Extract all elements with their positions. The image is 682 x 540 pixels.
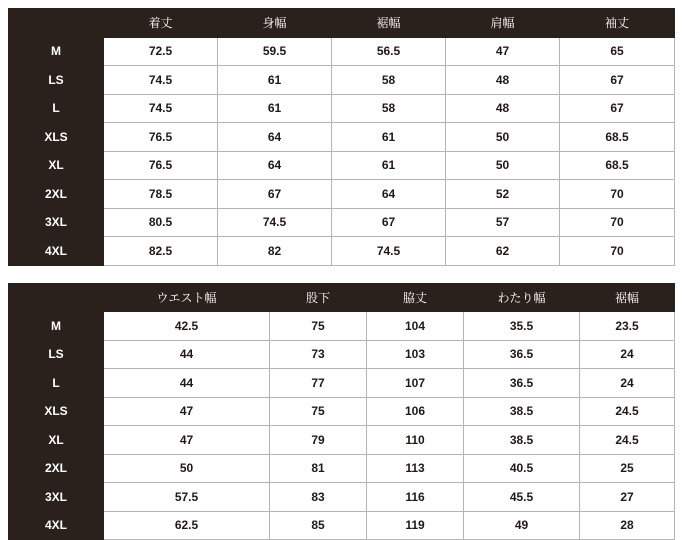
tops-cell-0-3: 47 [446,37,560,66]
bottoms-cell-4-2: 110 [367,426,464,455]
bottoms-cell-1-0: 44 [104,340,270,369]
bottoms-cell-6-1: 83 [270,483,367,512]
tops-cell-0-1: 59.5 [218,37,332,66]
tops-cell-4-1: 64 [218,151,332,180]
bottoms-cell-3-3: 38.5 [464,397,580,426]
bottoms-cell-5-2: 113 [367,454,464,483]
bottoms-size-table-wrapper [8,283,674,540]
tops-header-col-4: 袖丈 [560,9,675,38]
tops-cell-5-4: 70 [560,180,675,209]
tops-header-col-3: 肩幅 [446,9,560,38]
tops-row-label-3: XLS [9,123,104,152]
tops-cell-5-3: 52 [446,180,560,209]
tops-cell-6-0: 80.5 [104,208,218,237]
table-row [9,208,675,237]
bottoms-cell-2-4: 24 [580,369,675,398]
bottoms-cell-7-2: 119 [367,511,464,540]
bottoms-cell-4-3: 38.5 [464,426,580,455]
tops-cell-1-3: 48 [446,66,560,95]
tops-cell-0-4: 65 [560,37,675,66]
bottoms-cell-3-4: 24.5 [580,397,675,426]
tops-cell-6-2: 67 [332,208,446,237]
tops-cell-5-0: 78.5 [104,180,218,209]
table-row [9,511,675,540]
bottoms-header-col-2: 脇丈 [367,283,464,312]
bottoms-cell-1-2: 103 [367,340,464,369]
bottoms-cell-3-0: 47 [104,397,270,426]
tops-cell-1-4: 67 [560,66,675,95]
tops-cell-4-2: 61 [332,151,446,180]
table-row [9,180,675,209]
tops-row-label-4: XL [9,151,104,180]
tops-cell-3-4: 68.5 [560,123,675,152]
bottoms-cell-0-1: 75 [270,312,367,341]
tops-cell-3-1: 64 [218,123,332,152]
bottoms-cell-1-1: 73 [270,340,367,369]
tops-cell-5-1: 67 [218,180,332,209]
tops-size-table [8,8,675,266]
bottoms-cell-3-1: 75 [270,397,367,426]
bottoms-cell-6-4: 27 [580,483,675,512]
tops-cell-2-0: 74.5 [104,94,218,123]
tops-cell-7-0: 82.5 [104,237,218,266]
table-row [9,94,675,123]
bottoms-cell-1-3: 36.5 [464,340,580,369]
bottoms-size-table [8,283,675,540]
bottoms-cell-6-0: 57.5 [104,483,270,512]
bottoms-cell-6-3: 45.5 [464,483,580,512]
tops-cell-0-2: 56.5 [332,37,446,66]
bottoms-cell-0-2: 104 [367,312,464,341]
tops-cell-2-3: 48 [446,94,560,123]
bottoms-row-label-4: XL [9,426,104,455]
tops-cell-4-4: 68.5 [560,151,675,180]
tops-cell-2-2: 58 [332,94,446,123]
bottoms-table-header [9,283,675,312]
bottoms-cell-6-2: 116 [367,483,464,512]
bottoms-cell-7-3: 49 [464,511,580,540]
tops-row-label-2: L [9,94,104,123]
table-row [9,483,675,512]
bottoms-cell-0-3: 35.5 [464,312,580,341]
bottoms-cell-4-0: 47 [104,426,270,455]
tops-cell-6-3: 57 [446,208,560,237]
bottoms-cell-1-4: 24 [580,340,675,369]
tops-cell-5-2: 64 [332,180,446,209]
tops-cell-7-1: 82 [218,237,332,266]
bottoms-row-label-3: XLS [9,397,104,426]
tops-row-label-5: 2XL [9,180,104,209]
bottoms-cell-7-4: 28 [580,511,675,540]
tops-cell-7-4: 70 [560,237,675,266]
bottoms-table-body [9,312,675,540]
bottoms-cell-5-4: 25 [580,454,675,483]
bottoms-row-label-7: 4XL [9,511,104,540]
table-row [9,151,675,180]
table-spacer [8,266,674,283]
tops-cell-4-0: 76.5 [104,151,218,180]
tops-cell-6-4: 70 [560,208,675,237]
table-row [9,312,675,341]
table-row [9,37,675,66]
bottoms-row-label-6: 3XL [9,483,104,512]
table-row [9,66,675,95]
tops-row-label-6: 3XL [9,208,104,237]
table-row [9,123,675,152]
bottoms-row-label-1: LS [9,340,104,369]
bottoms-cell-4-1: 79 [270,426,367,455]
tops-row-label-7: 4XL [9,237,104,266]
table-header-row [9,9,675,38]
bottoms-header-col-4: 裾幅 [580,283,675,312]
bottoms-row-label-2: L [9,369,104,398]
bottoms-row-label-5: 2XL [9,454,104,483]
table-row [9,340,675,369]
tops-cell-7-3: 62 [446,237,560,266]
tops-cell-7-2: 74.5 [332,237,446,266]
tops-cell-3-0: 76.5 [104,123,218,152]
table-row [9,426,675,455]
tops-table-header [9,9,675,38]
bottoms-cell-5-3: 40.5 [464,454,580,483]
table-header-row [9,283,675,312]
tops-header-col-1: 身幅 [218,9,332,38]
bottoms-header-col-1: 股下 [270,283,367,312]
tops-cell-6-1: 74.5 [218,208,332,237]
tops-cell-3-2: 61 [332,123,446,152]
tops-cell-0-0: 72.5 [104,37,218,66]
tops-cell-4-3: 50 [446,151,560,180]
tops-row-label-1: LS [9,66,104,95]
bottoms-cell-7-0: 62.5 [104,511,270,540]
tops-cell-3-3: 50 [446,123,560,152]
bottoms-cell-0-0: 42.5 [104,312,270,341]
tops-cell-1-1: 61 [218,66,332,95]
bottoms-cell-5-1: 81 [270,454,367,483]
tops-row-label-0: M [9,37,104,66]
bottoms-cell-2-2: 107 [367,369,464,398]
tops-header-corner [9,9,104,38]
table-row [9,454,675,483]
bottoms-cell-2-1: 77 [270,369,367,398]
tops-cell-1-0: 74.5 [104,66,218,95]
table-row [9,397,675,426]
bottoms-row-label-0: M [9,312,104,341]
tops-header-col-0: 着丈 [104,9,218,38]
tops-size-table-wrapper [8,8,674,266]
bottoms-cell-2-3: 36.5 [464,369,580,398]
tops-cell-2-1: 61 [218,94,332,123]
bottoms-cell-5-0: 50 [104,454,270,483]
bottoms-cell-2-0: 44 [104,369,270,398]
table-row [9,237,675,266]
bottoms-cell-3-2: 106 [367,397,464,426]
bottoms-cell-4-4: 24.5 [580,426,675,455]
tops-table-body [9,37,675,265]
bottoms-cell-0-4: 23.5 [580,312,675,341]
bottoms-header-corner [9,283,104,312]
bottoms-header-col-3: わたり幅 [464,283,580,312]
bottoms-cell-7-1: 85 [270,511,367,540]
table-row [9,369,675,398]
bottoms-header-col-0: ウエスト幅 [104,283,270,312]
tops-cell-2-4: 67 [560,94,675,123]
tops-cell-1-2: 58 [332,66,446,95]
tops-header-col-2: 裾幅 [332,9,446,38]
